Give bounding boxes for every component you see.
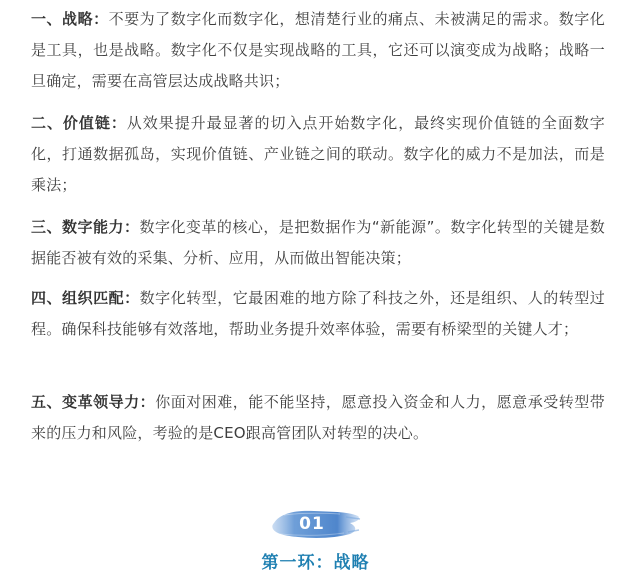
section-number: 01 (299, 514, 325, 534)
paragraph-heading: 五、变革领导力： (31, 393, 156, 411)
paragraph-strategy (31, 4, 605, 97)
paragraph-heading: 一、战略： (31, 10, 109, 28)
paragraph-text: 你面对困难，能不能坚持，愿意投入资金和人力，愿意承受转型带来的压力和风险，考验的是CEO跟高管团队对转型的决心。 (31, 393, 605, 442)
paragraph-text: 不要为了数字化而数字化，想清楚行业的痛点、未被满足的需求。数字化是工具，也是战略。数字化不仅是实现战略的工具，它还可以演变成为战略；战略一旦确定，需要在高管层达成战略共识； (31, 10, 605, 90)
paragraph-text: 数字化转型，它最困难的地方除了科技之外，还是组织、人的转型过程。确保科技能够有效落地，帮助业务提升效率体验，需要有桥梁型的关键人才； (31, 289, 605, 338)
paragraph-heading: 三、数字能力： (31, 218, 140, 236)
paragraph-text: 数字化变革的核心，是把数据作为“新能源”。数字化转型的关键是数据能否被有效的采集、分析、应用，从而做出智能决策； (31, 218, 605, 267)
paragraph-heading: 四、组织匹配： (31, 289, 140, 307)
section-title: 第一环：战略 (261, 553, 370, 573)
paragraph-digital-capability (31, 212, 605, 274)
paragraph-value-chain (31, 108, 605, 201)
paragraph-heading: 二、价值链： (31, 114, 127, 132)
section-number-badge (270, 507, 362, 541)
paragraph-leadership (31, 387, 605, 449)
paragraph-text: 从效果提升最显著的切入点开始数字化，最终实现价值链的全面数字化，打通数据孤岛，实现价值链、产业链之间的联动。数字化的威力不是加法，而是乘法； (31, 114, 605, 194)
paragraph-organization (31, 283, 605, 345)
